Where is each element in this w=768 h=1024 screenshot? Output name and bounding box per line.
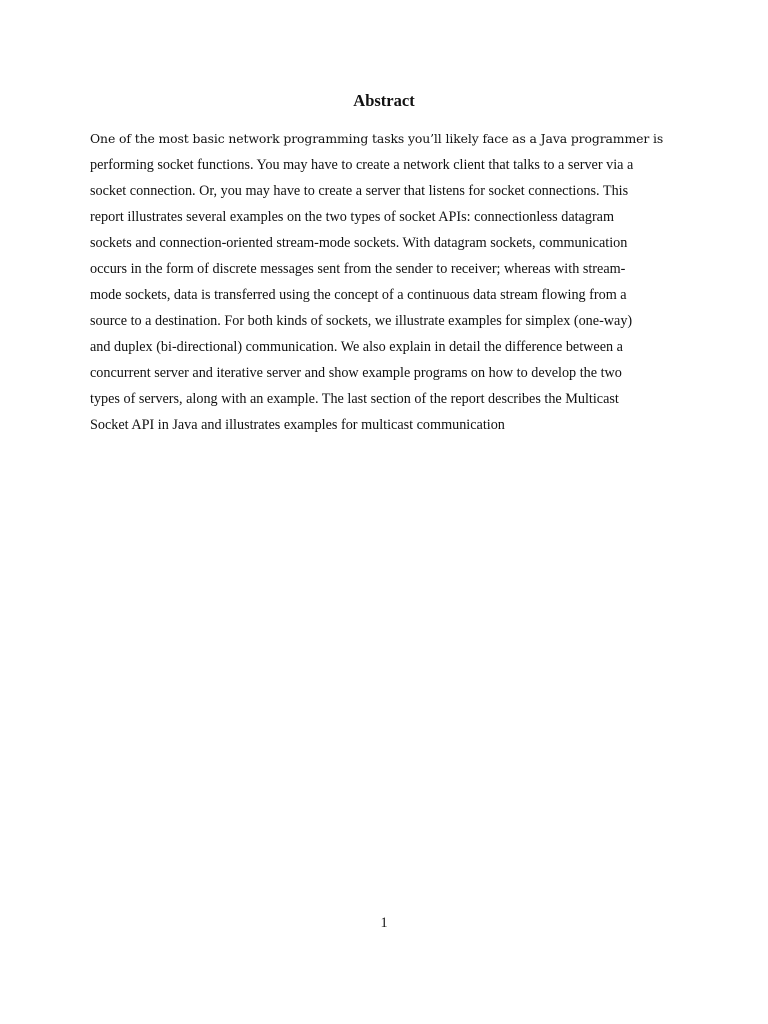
abstract-heading: Abstract	[353, 91, 415, 110]
abstract-line-11: types of servers, along with an example. The last section of the report describes the Multicast	[90, 391, 619, 407]
abstract-line-3: socket connection. Or, you may have to create a server that listens for socket connections. This	[90, 183, 629, 199]
abstract-line-9: and duplex (bi-directional) communication. We also explain in detail the difference between a	[90, 339, 623, 355]
abstract-line-2: performing socket functions. You may have to create a network client that talks to a server via a	[90, 157, 634, 173]
page-number: 1	[380, 915, 388, 931]
abstract-line-8: source to a destination. For both kinds of sockets, we illustrate examples for simplex (one-way)	[90, 313, 633, 329]
abstract-line-7: mode sockets, data is transferred using the concept of a continuous data stream flowing from a	[90, 287, 627, 303]
abstract-paragraph	[90, 126, 680, 438]
abstract-line-5: sockets and connection-oriented stream-mode sockets. With datagram sockets, communication	[90, 235, 628, 251]
abstract-line-12: Socket API in Java and illustrates examples for multicast communication	[90, 417, 505, 433]
abstract-line-1: One of the most basic network programming tasks you’ll likely face as a Java programmer is	[90, 131, 664, 146]
abstract-line-10: concurrent server and iterative server and show example programs on how to develop the two	[90, 365, 622, 381]
abstract-line-6: occurs in the form of discrete messages sent from the sender to receiver; whereas with stream-	[90, 261, 626, 277]
abstract-line-4: report illustrates several examples on the two types of socket APIs: connectionless datagram	[90, 209, 615, 225]
